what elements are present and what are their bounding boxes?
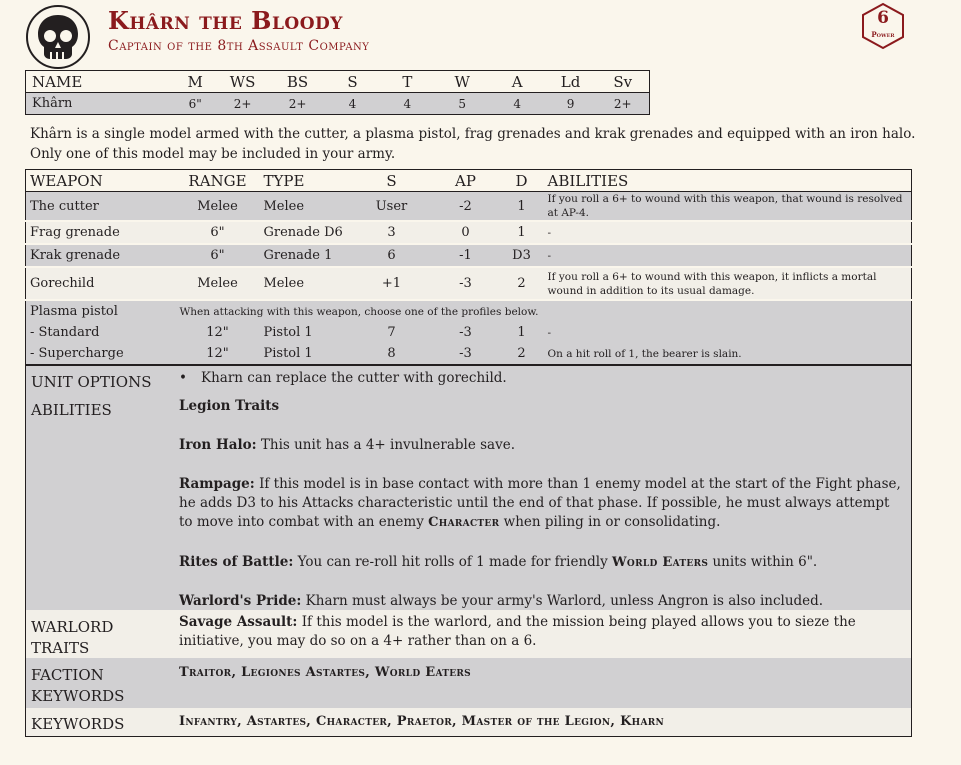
- profile-s: 4: [325, 93, 380, 115]
- faction-keywords-label-line1: FACTION: [31, 666, 104, 684]
- profile-header-s: S: [325, 71, 380, 93]
- profile-bs: 2+: [270, 93, 325, 115]
- ability-text: If this model is in base contact with more than 1 enemy model at the start of the Fight phase, he adds D3 to his Attacks characteristic until the end of that phase. If possible, he must always attempt to move into combat with an enemy: [179, 476, 901, 530]
- power-badge: [859, 2, 907, 50]
- unit-subtitle: Captain of the 8th Assault Company: [108, 38, 370, 54]
- profile-row: [26, 93, 650, 115]
- ability-text: You can re-roll hit rolls of 1 made for friendly: [297, 554, 608, 570]
- keywords-text: Infantry, Astartes, Character, Praetor, Master of the Legion, Kharn: [179, 714, 665, 729]
- weapon-name: Krak grenade: [26, 244, 176, 267]
- weapon-range: 6": [176, 244, 260, 267]
- weapon-row-plasma-supercharge: [26, 343, 912, 365]
- weapons-table: [25, 169, 912, 365]
- weapon-damage: 1: [500, 322, 544, 343]
- power-value: 6: [877, 8, 889, 28]
- weapon-range: 12": [176, 322, 260, 343]
- weapon-strength: +1: [352, 267, 432, 300]
- weapons-header-d: D: [500, 170, 544, 192]
- skull-badge: [26, 5, 90, 69]
- weapon-abilities: -: [544, 244, 912, 267]
- weapon-strength: 3: [352, 221, 432, 244]
- weapon-name: Gorechild: [26, 267, 176, 300]
- legion-traits-title: Legion Traits: [179, 398, 280, 414]
- profile-header-sv: Sv: [597, 71, 650, 93]
- ability-rites-of-battle: [179, 553, 907, 572]
- keyword-character: Character: [428, 515, 500, 530]
- weapon-damage: 2: [500, 267, 544, 300]
- profile-header-m: M: [175, 71, 215, 93]
- weapon-ap: 0: [432, 221, 500, 244]
- warlord-trait-savage-assault: [179, 613, 907, 651]
- profile-table: [25, 70, 650, 115]
- keywords-label: KEYWORDS: [31, 715, 125, 733]
- ability-name: Warlord's Pride:: [179, 593, 302, 609]
- weapon-range: 6": [176, 221, 260, 244]
- ability-text: when piling in or consolidating.: [503, 514, 721, 530]
- profile-header-w: W: [435, 71, 490, 93]
- warlord-traits-label: [31, 617, 113, 659]
- profile-w: 5: [435, 93, 490, 115]
- ability-warlords-pride: [179, 592, 907, 611]
- weapon-row-plasma-standard: [26, 322, 912, 343]
- profile-m: 6": [175, 93, 215, 115]
- ability-text: Kharn must always be your army's Warlord, unless Angron is also included.: [305, 593, 824, 609]
- weapon-damage: 2: [500, 343, 544, 365]
- weapon-row-gorechild: [26, 267, 912, 300]
- unit-option-item: Kharn can replace the cutter with gorechild.: [201, 370, 507, 386]
- weapon-damage: 1: [500, 192, 544, 222]
- profile-name: Khârn: [26, 93, 176, 115]
- profile-header-ld: Ld: [545, 71, 597, 93]
- rules-section: [25, 365, 912, 737]
- weapon-row-cutter: [26, 192, 912, 222]
- unit-options-text: [179, 369, 907, 388]
- faction-keywords-label: [31, 665, 124, 707]
- weapon-range: 12": [176, 343, 260, 365]
- weapon-type: Pistol 1: [260, 322, 352, 343]
- ability-name: Rites of Battle:: [179, 554, 294, 570]
- datasheet-header: [0, 0, 961, 70]
- weapon-row-krak-grenade: [26, 244, 912, 267]
- ability-text: units within 6".: [712, 554, 818, 570]
- weapon-abilities: On a hit roll of 1, the bearer is slain.: [544, 343, 912, 365]
- unit-description: Khârn is a single model armed with the cutter, a plasma pistol, frag grenades and krak grenades and equipped with an iron halo. Only one of this model may be included in your army.: [30, 126, 916, 162]
- weapon-type: Grenade D6: [260, 221, 352, 244]
- weapon-range: Melee: [176, 192, 260, 222]
- weapon-name: Frag grenade: [26, 221, 176, 244]
- unit-options-label: UNIT OPTIONS: [31, 373, 152, 391]
- warlord-trait-text: If this model is the warlord, and the mission being played allows you to sieze the initiative, you may do so on a 4+ rather than on a 6.: [179, 614, 856, 649]
- ability-iron-halo: [179, 436, 907, 455]
- weapon-ap: -2: [432, 192, 500, 222]
- weapon-strength: 7: [352, 322, 432, 343]
- weapon-range: Melee: [176, 267, 260, 300]
- weapon-row-frag-grenade: [26, 221, 912, 244]
- weapon-damage: 1: [500, 221, 544, 244]
- profile-header-a: A: [490, 71, 545, 93]
- weapon-type: Pistol 1: [260, 343, 352, 365]
- profile-header-name: NAME: [26, 71, 176, 93]
- ability-rampage: [179, 475, 907, 532]
- ability-text: This unit has a 4+ invulnerable save.: [260, 437, 515, 453]
- ability-name: Rampage:: [179, 476, 255, 492]
- warlord-trait-name: Savage Assault:: [179, 614, 298, 630]
- weapons-header-weapon: WEAPON: [26, 170, 176, 192]
- weapon-ap: -3: [432, 267, 500, 300]
- keyword-world-eaters: World Eaters: [612, 555, 709, 570]
- ability-name: Iron Halo:: [179, 437, 257, 453]
- skull-icon: [35, 13, 81, 63]
- weapon-damage: D3: [500, 244, 544, 267]
- bullet: •: [179, 370, 187, 386]
- profile-ld: 9: [545, 93, 597, 115]
- weapons-header-ap: AP: [432, 170, 500, 192]
- weapon-abilities: -: [544, 221, 912, 244]
- weapon-type: Melee: [260, 267, 352, 300]
- warlord-traits-label-line1: WARLORD: [31, 618, 114, 636]
- weapon-type: Grenade 1: [260, 244, 352, 267]
- weapon-ap: -1: [432, 244, 500, 267]
- profile-header-t: T: [380, 71, 435, 93]
- weapons-header-abilities: ABILITIES: [544, 170, 912, 192]
- weapons-header-type: TYPE: [260, 170, 352, 192]
- weapon-name: - Supercharge: [26, 343, 176, 365]
- weapons-header-range: RANGE: [176, 170, 260, 192]
- weapon-name: Plasma pistol: [26, 300, 176, 322]
- profile-sv: 2+: [597, 93, 650, 115]
- profile-a: 4: [490, 93, 545, 115]
- weapon-profile-note: When attacking with this weapon, choose one of the profiles below.: [176, 300, 912, 322]
- faction-keywords-text: Traitor, Legiones Astartes, World Eaters: [179, 665, 471, 680]
- weapons-header-row: [26, 170, 912, 192]
- weapon-strength: User: [352, 192, 432, 222]
- profile-header-bs: BS: [270, 71, 325, 93]
- weapon-ap: -3: [432, 322, 500, 343]
- weapon-strength: 6: [352, 244, 432, 267]
- profile-ws: 2+: [215, 93, 270, 115]
- weapon-name: - Standard: [26, 322, 176, 343]
- weapon-abilities: If you roll a 6+ to wound with this weapon, that wound is resolved at AP-4.: [544, 192, 912, 222]
- unit-title: Khârn the Bloody: [108, 6, 343, 35]
- abilities-label: ABILITIES: [31, 401, 112, 419]
- faction-keywords-label-line2: KEYWORDS: [31, 687, 125, 705]
- legion-traits-heading: [179, 397, 907, 416]
- power-label: Power: [871, 30, 895, 39]
- weapons-header-s: S: [352, 170, 432, 192]
- profile-header-row: [26, 71, 650, 93]
- weapon-name: The cutter: [26, 192, 176, 222]
- weapon-type: Melee: [260, 192, 352, 222]
- weapon-ap: -3: [432, 343, 500, 365]
- weapon-abilities: If you roll a 6+ to wound with this weapon, it inflicts a mortal wound in addition to its usual damage.: [544, 267, 912, 300]
- weapon-row-plasma-pistol: [26, 300, 912, 322]
- profile-header-ws: WS: [215, 71, 270, 93]
- weapon-abilities: -: [544, 322, 912, 343]
- weapon-strength: 8: [352, 343, 432, 365]
- profile-t: 4: [380, 93, 435, 115]
- warlord-traits-label-line2: TRAITS: [31, 639, 90, 657]
